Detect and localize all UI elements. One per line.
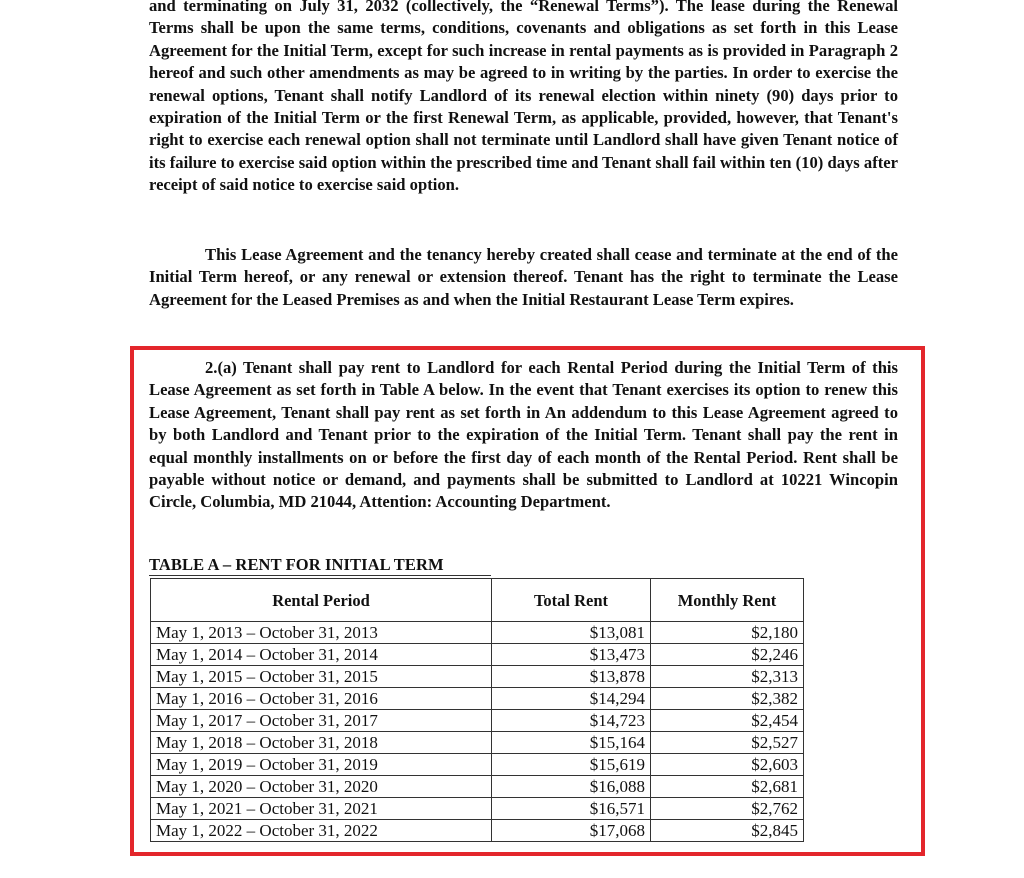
rental-period-cell: May 1, 2015 – October 31, 2015: [151, 666, 492, 688]
table-row: [151, 732, 804, 754]
monthly-rent-cell: $2,762: [651, 798, 804, 820]
monthly-rent-cell: $2,180: [651, 622, 804, 644]
rental-period-cell: May 1, 2022 – October 31, 2022: [151, 820, 492, 842]
table-row: [151, 798, 804, 820]
table-row: [151, 622, 804, 644]
rental-period-cell: May 1, 2018 – October 31, 2018: [151, 732, 492, 754]
rental-period-cell: May 1, 2016 – October 31, 2016: [151, 688, 492, 710]
termination-paragraph: This Lease Agreement and the tenancy hereby created shall cease and terminate at the end of the Initial Term hereof, or any renewal or extension thereof. Tenant has the right to terminate the Lease Agreement for the Leased Premises as and when the Initial Restaurant Lease Term expires.: [149, 245, 898, 309]
table-title: TABLE A – RENT FOR INITIAL TERM: [149, 555, 444, 574]
total-rent-cell: $13,878: [492, 666, 651, 688]
rental-period-cell: May 1, 2014 – October 31, 2014: [151, 644, 492, 666]
monthly-rent-cell: $2,382: [651, 688, 804, 710]
table-row: [151, 754, 804, 776]
monthly-rent-cell: $2,454: [651, 710, 804, 732]
monthly-rent-cell: $2,246: [651, 644, 804, 666]
monthly-rent-cell: $2,603: [651, 754, 804, 776]
renewal-terms-paragraph: and terminating on July 31, 2032 (collectively, the “Renewal Terms”). The lease during the Renewal Terms shall be upon the same terms, conditions, covenants and obligations as set forth in this Lease Agreement for the Initial Term, except for such increase in rental payments as is provided in Paragraph 2 hereof and such other amendments as may be agreed to in writing by the parties. In order to exercise the renewal options, Tenant shall notify Landlord of its renewal election within ninety (90) days prior to expiration of the Initial Term or the first Renewal Term, as applicable, provided, however, that Tenant's right to exercise each renewal option shall not terminate until Landlord shall have given Tenant notice of its failure to exercise said option within the prescribed time and Tenant shall fail within ten (10) days after receipt of said notice to exercise said option.: [149, 0, 898, 195]
table-row: [151, 666, 804, 688]
header-rental-period: Rental Period: [151, 579, 492, 622]
total-rent-cell: $16,088: [492, 776, 651, 798]
table-row: [151, 644, 804, 666]
total-rent-cell: $17,068: [492, 820, 651, 842]
monthly-rent-cell: $2,845: [651, 820, 804, 842]
monthly-rent-cell: $2,313: [651, 666, 804, 688]
total-rent-cell: $14,294: [492, 688, 651, 710]
monthly-rent-cell: $2,681: [651, 776, 804, 798]
rental-period-cell: May 1, 2021 – October 31, 2021: [151, 798, 492, 820]
total-rent-cell: $16,571: [492, 798, 651, 820]
total-rent-cell: $13,473: [492, 644, 651, 666]
table-row: [151, 710, 804, 732]
rental-period-cell: May 1, 2019 – October 31, 2019: [151, 754, 492, 776]
total-rent-cell: $13,081: [492, 622, 651, 644]
header-monthly-rent: Monthly Rent: [651, 579, 804, 622]
monthly-rent-cell: $2,527: [651, 732, 804, 754]
rent-table-header-row: [151, 579, 804, 622]
rental-period-cell: May 1, 2020 – October 31, 2020: [151, 776, 492, 798]
table-title-underline: [149, 575, 491, 576]
header-total-rent: Total Rent: [492, 579, 651, 622]
rent-payment-paragraph: 2.(a) Tenant shall pay rent to Landlord for each Rental Period during the Initial Term of this Lease Agreement as set forth in Table A below. In the event that Tenant exercises its option to renew this Lease Agreement, Tenant shall pay rent as set forth in An addendum to this Lease Agreement agreed to by both Landlord and Tenant prior to the expiration of the Initial Term. Tenant shall pay the rent in equal monthly installments on or before the first day of each month of the Rental Period. Rent shall be payable without notice or demand, and payments shall be submitted to Landlord at 10221 Wincopin Circle, Columbia, MD 21044, Attention: Accounting Department.: [149, 358, 898, 512]
table-row: [151, 820, 804, 842]
rental-period-cell: May 1, 2017 – October 31, 2017: [151, 710, 492, 732]
total-rent-cell: $15,619: [492, 754, 651, 776]
table-row: [151, 776, 804, 798]
total-rent-cell: $15,164: [492, 732, 651, 754]
rental-period-cell: May 1, 2013 – October 31, 2013: [151, 622, 492, 644]
total-rent-cell: $14,723: [492, 710, 651, 732]
table-row: [151, 688, 804, 710]
rent-table: [150, 578, 804, 842]
